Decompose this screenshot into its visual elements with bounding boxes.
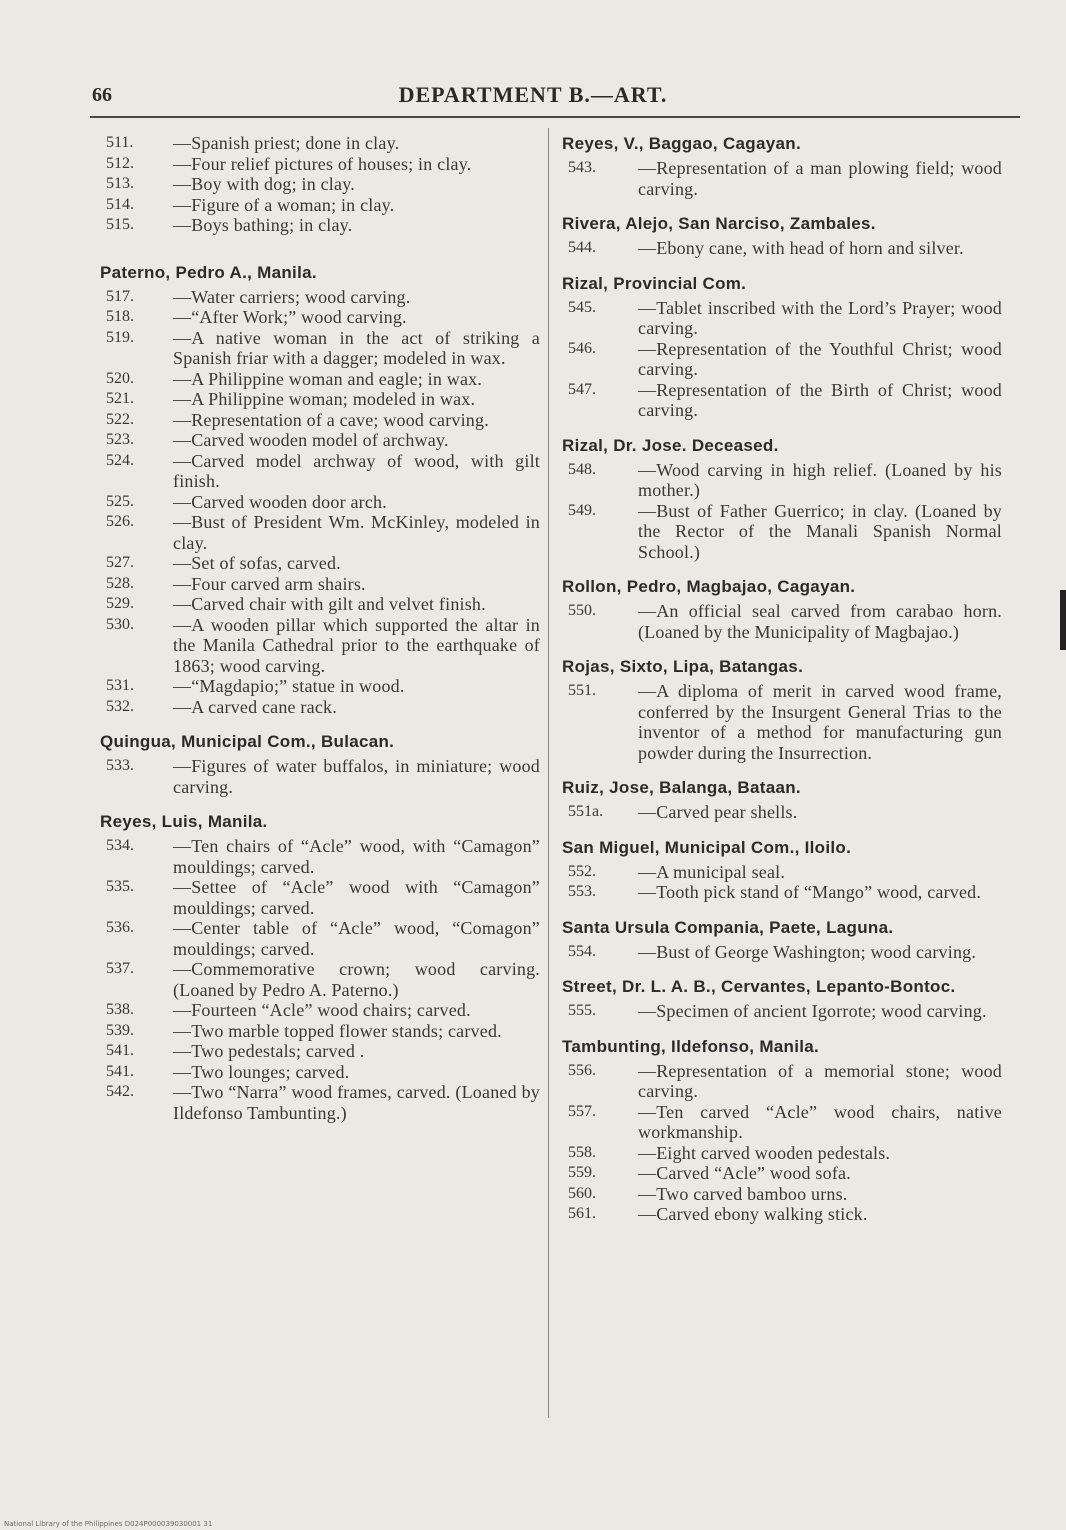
catalog-entry [568, 380, 1002, 421]
entry-number: 561. [568, 1205, 596, 1222]
exhibitor-section [562, 213, 1002, 259]
entry-number: 538. [106, 1001, 134, 1018]
entry-number: 533. [106, 757, 134, 774]
entry-number: 536. [106, 919, 134, 936]
entry-number: 557. [568, 1102, 596, 1120]
catalog-entry [106, 328, 540, 369]
entry-number: 512. [106, 154, 134, 172]
entry-number: 515. [106, 216, 134, 233]
catalog-entry [106, 918, 540, 959]
entry-number: 553. [568, 883, 596, 900]
entry-description: —Carved chair with gilt and velvet finish. [173, 594, 486, 614]
entry-number: 546. [568, 339, 596, 357]
entry-number: 522. [106, 410, 134, 428]
scan-edge-mark [1060, 590, 1066, 650]
lead-entries [100, 133, 540, 236]
catalog-entry [568, 158, 1002, 199]
catalog-entry [106, 697, 540, 718]
entry-description: —Settee of “Acle” wood with “Camagon” mouldings; carved. [173, 877, 540, 918]
exhibitor-section [562, 976, 1002, 1022]
exhibitor-heading: Tambunting, Ildefonso, Manila. [562, 1036, 820, 1056]
source-footer-note: National Library of the Philippines D024P000039030001 31 [4, 1520, 213, 1528]
catalog-entry [568, 339, 1002, 380]
entry-description: —Set of sofas, carved. [173, 553, 341, 573]
entry-description: —Two carved bamboo urns. [638, 1183, 848, 1204]
exhibitor-section [100, 811, 540, 1123]
entry-number: 554. [568, 942, 596, 960]
entry-description: —Figure of a woman; in clay. [173, 194, 395, 215]
catalog-entry [568, 942, 1002, 963]
entry-description: —Center table of “Acle” wood, “Comagon” mouldings; carved. [173, 918, 540, 959]
entry-number: 528. [106, 574, 134, 592]
entry-number: 552. [568, 862, 596, 880]
catalog-entry [106, 369, 540, 390]
catalog-entry [106, 574, 540, 595]
catalog-entry [106, 836, 540, 877]
exhibitor-section [562, 1036, 1002, 1225]
entry-number: 511. [106, 134, 134, 151]
entry-number: 551. [568, 682, 596, 699]
exhibitor-section [562, 837, 1002, 903]
catalog-entry [106, 1062, 540, 1083]
catalog-entry [106, 215, 540, 236]
catalog-entry [568, 681, 1002, 763]
entry-description: —Boys bathing; in clay. [173, 215, 353, 235]
left-column [100, 133, 540, 1137]
entry-number: 542. [106, 1083, 134, 1100]
entry-description: —Water carriers; wood carving. [173, 286, 411, 307]
entry-description: —Representation of a memorial stone; wood carving. [638, 1060, 1002, 1101]
exhibitor-heading: Rizal, Dr. Jose. Deceased. [562, 435, 779, 455]
exhibitor-heading: San Miguel, Municipal Com., Iloilo. [562, 837, 852, 857]
entry-description: —Two marble topped flower stands; carved. [173, 1020, 502, 1041]
entry-description: —Figures of water buffalos, in miniature; wood carving. [173, 756, 540, 797]
catalog-entry [568, 298, 1002, 339]
entry-number: 547. [568, 380, 596, 398]
page-number: 66 [92, 84, 112, 106]
catalog-entry [568, 238, 1002, 259]
entry-description: —Carved pear shells. [638, 802, 798, 822]
header-rule [90, 116, 1020, 118]
entry-number: 545. [568, 298, 596, 316]
entry-description: —Commemorative crown; wood carving. (Loaned by Pedro A. Paterno.) [173, 959, 540, 1000]
entry-number: 532. [106, 697, 134, 715]
exhibitor-section [100, 262, 540, 718]
catalog-entry [106, 594, 540, 615]
entry-description: —Tooth pick stand of “Mango” wood, carved. [638, 882, 982, 902]
entry-description: —Wood carving in high relief. (Loaned by his mother.) [638, 459, 1002, 500]
entry-description: —Ten chairs of “Acle” wood, with “Camagon” mouldings; carved. [173, 836, 540, 877]
entry-description: —A wooden pillar which supported the altar in the Manila Cathedral prior to the earthquake of 1863; wood carving. [173, 614, 540, 676]
entry-description: —Spanish priest; done in clay. [173, 133, 400, 153]
entry-number: 531. [106, 677, 134, 694]
entry-number: 548. [568, 460, 596, 478]
catalog-entry [106, 154, 540, 175]
exhibitor-heading: Santa Ursula Compania, Paete, Laguna. [562, 917, 894, 937]
catalog-entry [106, 492, 540, 513]
entry-number: 539. [106, 1021, 134, 1039]
entry-description: —Ebony cane, with head of horn and silver. [638, 238, 964, 258]
exhibitor-section [562, 656, 1002, 763]
entry-number: 550. [568, 602, 596, 619]
catalog-entry [106, 307, 540, 328]
catalog-entry [106, 451, 540, 492]
catalog-entry [106, 615, 540, 677]
catalog-entry [106, 1000, 540, 1021]
entry-description: —Representation of the Birth of Christ; wood carving. [638, 379, 1002, 420]
entry-description: —Two lounges; carved. [173, 1061, 350, 1082]
exhibitor-heading: Paterno, Pedro A., Manila. [100, 262, 317, 282]
entry-number: 520. [106, 369, 134, 387]
entry-number: 549. [568, 501, 596, 519]
entry-description: —Carved wooden door arch. [173, 491, 387, 512]
entry-description: —Carved “Acle” wood sofa. [638, 1163, 851, 1183]
entry-description: —A municipal seal. [638, 861, 786, 882]
catalog-entry [106, 553, 540, 574]
entry-description: —Two “Narra” wood frames, carved. (Loaned by Ildefonso Tambunting.) [173, 1082, 540, 1123]
exhibitor-heading: Rivera, Alejo, San Narciso, Zambales. [562, 214, 876, 233]
entry-number: 551a. [568, 803, 604, 820]
exhibitor-section [562, 576, 1002, 642]
catalog-entry [106, 1021, 540, 1042]
exhibitor-heading: Rizal, Provincial Com. [562, 273, 747, 293]
entry-number: 534. [106, 837, 134, 854]
entry-description: —Bust of President Wm. McKinley, modeled in clay. [173, 512, 540, 553]
entry-number: 518. [106, 308, 134, 325]
entry-description: —“Magdapio;” statue in wood. [173, 676, 405, 696]
entry-number: 544. [568, 239, 596, 256]
entry-description: —Four carved arm shairs. [173, 573, 366, 594]
exhibitor-section [562, 133, 1002, 199]
exhibitor-heading: Ruiz, Jose, Balanga, Bataan. [562, 778, 801, 797]
entry-description: —Representation of a cave; wood carving. [173, 409, 489, 430]
entry-number: 524. [106, 451, 134, 469]
catalog-entry [568, 460, 1002, 501]
catalog-entry [568, 1163, 1002, 1184]
right-column [562, 133, 1002, 1239]
entry-description: —A carved cane rack. [173, 696, 337, 717]
entry-number: 527. [106, 554, 134, 571]
catalog-entry [106, 756, 540, 797]
catalog-entry [568, 1143, 1002, 1164]
catalog-entry [568, 501, 1002, 563]
entry-description: —Fourteen “Acle” wood chairs; carved. [173, 1000, 471, 1020]
entry-description: —Carved wooden model of archway. [173, 430, 449, 450]
catalog-entry [106, 512, 540, 553]
entry-description: —Ten carved “Acle” wood chairs, native workmanship. [638, 1101, 1002, 1142]
catalog-entry [106, 676, 540, 697]
exhibitor-heading: Rollon, Pedro, Magbajao, Cagayan. [562, 577, 856, 596]
entry-number: 543. [568, 159, 596, 176]
exhibitor-section [100, 731, 540, 797]
entry-number: 529. [106, 595, 134, 612]
catalog-entry [106, 877, 540, 918]
entry-description: —A Philippine woman; modeled in wax. [173, 389, 476, 409]
entry-description: —Specimen of ancient Igorrote; wood carving. [638, 1001, 987, 1021]
catalog-entry [568, 1001, 1002, 1022]
entry-description: —Bust of George Washington; wood carving. [638, 941, 977, 962]
catalog-entry [568, 1204, 1002, 1225]
entry-description: —“After Work;” wood carving. [173, 307, 407, 327]
catalog-entry [568, 1061, 1002, 1102]
catalog-entry [106, 430, 540, 451]
catalog-entry [106, 287, 540, 308]
exhibitor-heading: Reyes, Luis, Manila. [100, 812, 268, 831]
entry-number: 514. [106, 195, 134, 213]
exhibitor-section [562, 435, 1002, 563]
catalog-entry [106, 174, 540, 195]
entry-number: 537. [106, 960, 134, 977]
entry-number: 556. [568, 1061, 596, 1079]
catalog-entry [568, 802, 1002, 823]
entry-number: 519. [106, 328, 134, 346]
exhibitor-heading: Quingua, Municipal Com., Bulacan. [100, 732, 395, 751]
entry-description: —A native woman in the act of striking a Spanish friar with a dagger; modeled in wax. [173, 327, 540, 368]
catalog-entry [568, 601, 1002, 642]
catalog-entry [106, 959, 540, 1000]
catalog-entry [106, 133, 540, 154]
entry-description: —Two pedestals; carved . [173, 1041, 365, 1061]
exhibitor-section [562, 273, 1002, 421]
page-title: DEPARTMENT B.—ART. [398, 82, 668, 107]
exhibitor-heading: Rojas, Sixto, Lipa, Batangas. [562, 657, 804, 676]
entry-description: —An official seal carved from carabao horn. (Loaned by the Municipality of Magbajao.) [638, 601, 1002, 642]
entry-description: —Carved ebony walking stick. [638, 1204, 868, 1224]
catalog-entry [106, 195, 540, 216]
entry-description: —A diploma of merit in carved wood frame, conferred by the Insurgent General Trias to the inventor of a method for manufacturing gun powder during the Insurrection. [638, 681, 1002, 763]
entry-number: 517. [106, 287, 134, 305]
entry-description: —Boy with dog; in clay. [173, 174, 355, 194]
entry-number: 521. [106, 390, 134, 407]
entry-description: —Representation of the Youthful Christ; wood carving. [638, 338, 1002, 379]
entry-number: 560. [568, 1184, 596, 1202]
exhibitor-section [562, 917, 1002, 963]
entry-number: 513. [106, 175, 134, 192]
entry-description: —Eight carved wooden pedestals. [638, 1142, 891, 1163]
entry-number: 530. [106, 615, 134, 633]
entry-description: —Representation of a man plowing field; wood carving. [638, 158, 1002, 199]
exhibitor-section [562, 777, 1002, 823]
catalog-entry [106, 1041, 540, 1062]
exhibitor-heading: Street, Dr. L. A. B., Cervantes, Lepanto-Bontoc. [562, 977, 956, 996]
catalog-entry [568, 862, 1002, 883]
entry-number: 541. [106, 1062, 134, 1080]
entry-number: 523. [106, 431, 134, 448]
entry-description: —A Philippine woman and eagle; in wax. [173, 368, 483, 389]
column-divider [548, 128, 549, 1418]
entry-description: —Tablet inscribed with the Lord’s Prayer; wood carving. [638, 297, 1002, 338]
catalog-entry [568, 1102, 1002, 1143]
entry-number: 525. [106, 492, 134, 510]
entry-description: —Bust of Father Guerrico; in clay. (Loaned by the Rector of the Manali Spanish Normal School.) [638, 500, 1002, 562]
catalog-entry [568, 882, 1002, 903]
catalog-entry [106, 389, 540, 410]
entry-number: 559. [568, 1164, 596, 1181]
entry-number: 526. [106, 513, 134, 530]
entry-number: 541. [106, 1042, 134, 1059]
entry-description: —Carved model archway of wood, with gilt finish. [173, 450, 540, 491]
catalog-entry [106, 1082, 540, 1123]
catalog-entry [106, 410, 540, 431]
catalog-entry [568, 1184, 1002, 1205]
entry-number: 555. [568, 1002, 596, 1019]
exhibitor-heading: Reyes, V., Baggao, Cagayan. [562, 134, 801, 153]
entry-number: 558. [568, 1143, 596, 1161]
entry-number: 535. [106, 878, 134, 895]
entry-description: —Four relief pictures of houses; in clay. [173, 153, 472, 174]
